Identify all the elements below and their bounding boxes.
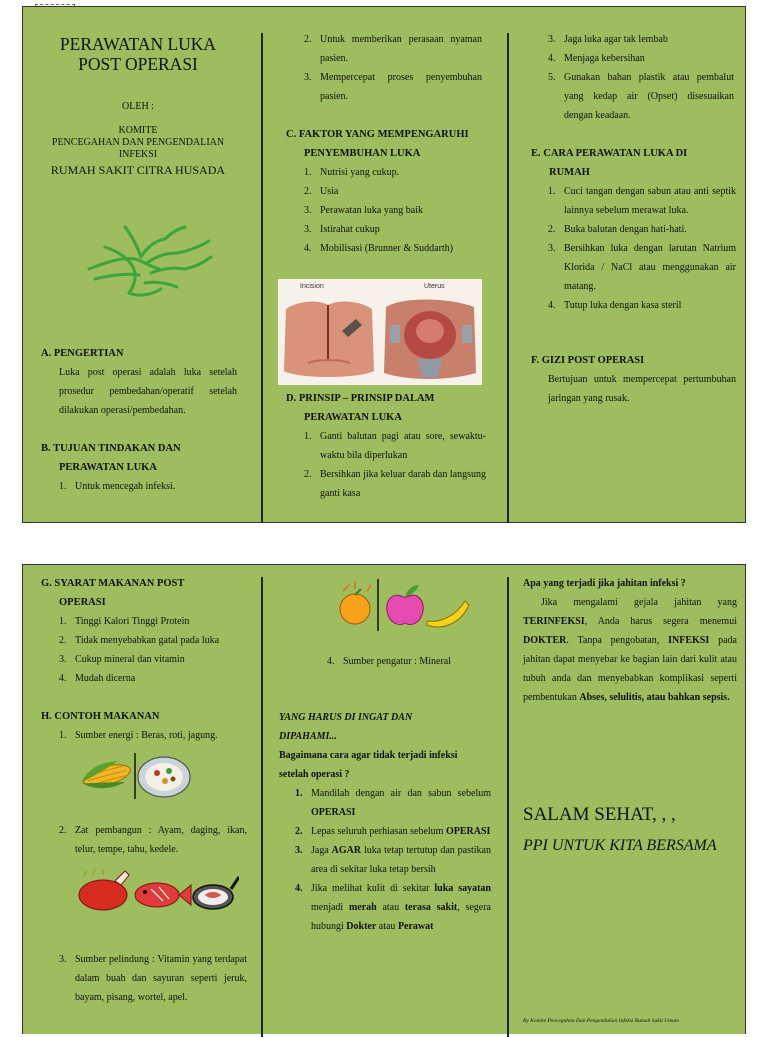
list-item: 1. Untuk mencegah infeksi. <box>59 481 176 492</box>
list-item: 1. Ganti balutan pagi atau sore, sewaktu-waktu bila diperlukan <box>304 431 486 461</box>
hospital-name: RUMAH SAKIT CITRA HUSADA <box>50 163 226 177</box>
fruit-illustration <box>323 577 473 633</box>
section-c-heading-line-2: PENYEMBUHAN LUKA <box>304 148 421 159</box>
infection-question-heading: Apa yang terjadi jika jahitan infeksi ? <box>523 578 686 589</box>
section-d-list <box>304 427 486 503</box>
list-item: 3. Cukup mineral dan vitamin <box>59 654 185 665</box>
list-item: 2. Tidak menyebabkan gatal pada luka <box>59 635 220 646</box>
list-item: 2. Zat pembangun : Ayam, daging, ikan, telur, tempe, tahu, kedele. <box>59 825 247 855</box>
section-c-heading-line-1: C. FAKTOR YANG MEMPENGARUHI <box>286 129 469 140</box>
prevention-question-line-2: setelah operasi ? <box>279 769 350 780</box>
section-e-heading-line-1: E. CARA PERAWATAN LUKA DI <box>531 148 688 159</box>
section-b-heading <box>41 439 251 477</box>
image-label-incision: Incision <box>300 283 324 290</box>
hands-logo-icon <box>85 217 215 302</box>
section-d-continued-list <box>548 30 734 125</box>
list-item: 3. Jaga luka agar tak lembab <box>548 34 668 45</box>
list-item: 4. Mudah dicerna <box>59 673 136 684</box>
reminder-heading-line-1: YANG HARUS DI INGAT DAN <box>279 712 413 723</box>
section-a-body: Luka post operasi adalah luka setelah prosedur pembedahan/operatif setelah dilakukan operasi/pembedahan. <box>59 367 237 416</box>
title-line-1: PERAWATAN LUKA <box>59 34 217 54</box>
section-e-heading-line-2: RUMAH <box>549 167 590 178</box>
prevention-question <box>279 746 491 784</box>
section-g-heading <box>41 574 251 612</box>
title-line-2: POST OPERASI <box>78 54 198 74</box>
ppi-slogan: PPI UNTUK KITA BERSAMA <box>523 837 717 854</box>
section-h-heading: H. CONTOH MAKANAN <box>41 711 160 722</box>
committee-line-3: INFEKSI <box>118 149 158 160</box>
list-item: 1. Sumber energi : Beras, roti, jagung. <box>59 730 218 741</box>
section-d-heading-line-1: D. PRINSIP – PRINSIP DALAM <box>286 393 435 404</box>
list-item: 2. Untuk memberikan perasaan nyaman pasien. <box>304 34 482 64</box>
list-item: 4. Menjaga kebersihan <box>548 53 645 64</box>
section-g-heading-line-2: OPERASI <box>59 597 106 608</box>
list-item: 2. Usia <box>304 186 339 197</box>
list-item: 4. Jika melihat kulit di sekitar luka sayatan menjadi merah atau terasa sakit, segera hubungi Dokter atau Perawat <box>295 883 491 932</box>
reminder-heading <box>279 708 491 746</box>
committee-line-1: KOMITE <box>118 125 158 136</box>
brochure-back-panel <box>22 564 746 1034</box>
list-item: 2. Buka balutan dengan hati-hati. <box>548 224 687 235</box>
section-a-heading: A. PENGERTIAN <box>41 348 124 359</box>
list-item: 1. Mandilah dengan air dan sabun sebelum OPERASI <box>295 788 491 818</box>
infection-explanation: Jika mengalami gejala jahitan yang TERINFEKSI, Anda harus segera menemui DOKTER. Tanpa pengobatan, INFEKSI pada jahitan dapat menyebar ke bagian lain dari kulit atau tubuh anda dan menyebabkan komplikasi seperti pembentukan Abses, selulitis, atau bahkan sepsis. <box>523 597 737 703</box>
section-c-heading <box>286 125 496 163</box>
section-d-heading-line-2: PERAWATAN LUKA <box>304 412 402 423</box>
section-b-continued-list <box>304 30 482 106</box>
list-item: 5. Gunakan bahan plastik atau pembalut yang kedap air (Opset) disesuaikan dengan keadaan. <box>548 72 734 121</box>
section-d-heading <box>286 389 491 427</box>
section-e-heading <box>531 144 736 182</box>
reminder-heading-line-2: DIPAHAMI... <box>279 731 337 742</box>
list-item: 4. Tutup luka dengan kasa steril <box>548 300 682 311</box>
surgical-wound-illustration <box>278 279 482 385</box>
footer-credit: By Komite Pencegahan Dan Pengendalian Infeksi Rumah Sakit Umum <box>523 1018 679 1024</box>
section-f-body: Bertujuan untuk mempercepat pertumbuhan jaringan yang rusak. <box>548 374 736 404</box>
author-label: OLEH : <box>122 101 154 112</box>
brochure-front-panel <box>22 6 746 523</box>
column-divider <box>261 577 263 1037</box>
section-g-list <box>59 612 249 688</box>
brochure-title <box>33 34 243 74</box>
list-item: 3. Jaga AGAR luka tetap tertutup dan pastikan area di sekitar luka tetap bersih <box>295 845 491 875</box>
section-e-list <box>548 182 736 315</box>
chicken-fish-egg-icon <box>75 867 239 915</box>
column-divider <box>261 33 263 523</box>
committee-name <box>33 125 243 161</box>
column-divider <box>507 33 509 523</box>
section-g-heading-line-1: G. SYARAT MAKANAN POST <box>41 578 185 589</box>
list-item: 2. Bersihkan jika keluar darah dan langsung ganti kasa <box>304 469 486 499</box>
list-item: 4. Mobilisasi (Brunner & Suddarth) <box>304 243 454 254</box>
list-item: 1. Nutrisi yang cukup. <box>304 167 400 178</box>
prevention-tips-list <box>295 784 491 936</box>
section-b-heading-line-2: PERAWATAN LUKA <box>59 462 157 473</box>
column-divider <box>507 577 509 1037</box>
section-b-heading-line-1: B. TUJUAN TINDAKAN DAN <box>41 443 181 454</box>
list-item: 3. Mempercepat proses penyembuhan pasien. <box>304 72 482 102</box>
closing-greeting: SALAM SEHAT, , , <box>523 804 676 825</box>
list-item: 4. Sumber pengatur : Mineral <box>327 656 452 667</box>
list-item: 3. Bersihkan luka dengan larutan Natrium Klorida / NaCl atau menggunakan air matang. <box>548 243 736 292</box>
list-item: 3. Sumber pelindung : Vitamin yang terdapat dalam buah dan sayuran seperti jeruk, bayam, pisang, wortel, apel. <box>59 954 247 1003</box>
list-item: 1. Tinggi Kalori Tinggi Protein <box>59 616 190 627</box>
committee-line-2: PENCEGAHAN DAN PENGENDALIAN <box>51 137 225 148</box>
section-f-heading: F. GIZI POST OPERASI <box>531 355 645 366</box>
image-label-uterus: Uterus <box>424 283 445 290</box>
prevention-question-line-1: Bagaimana cara agar tidak terjadi infeksi <box>279 750 458 761</box>
section-c-list <box>304 163 494 258</box>
list-item: 2. Lepas seluruh perhiasan sebelum OPERASI <box>295 826 491 837</box>
list-item: 3. Perawatan luka yang baik <box>304 205 424 216</box>
list-item: 3. Istirahat cukup <box>304 224 380 235</box>
list-item: 1. Cuci tangan dengan sabun atau anti septik lainnya sebelum merawat luka. <box>548 186 736 216</box>
corn-and-rice-icon <box>75 751 195 801</box>
